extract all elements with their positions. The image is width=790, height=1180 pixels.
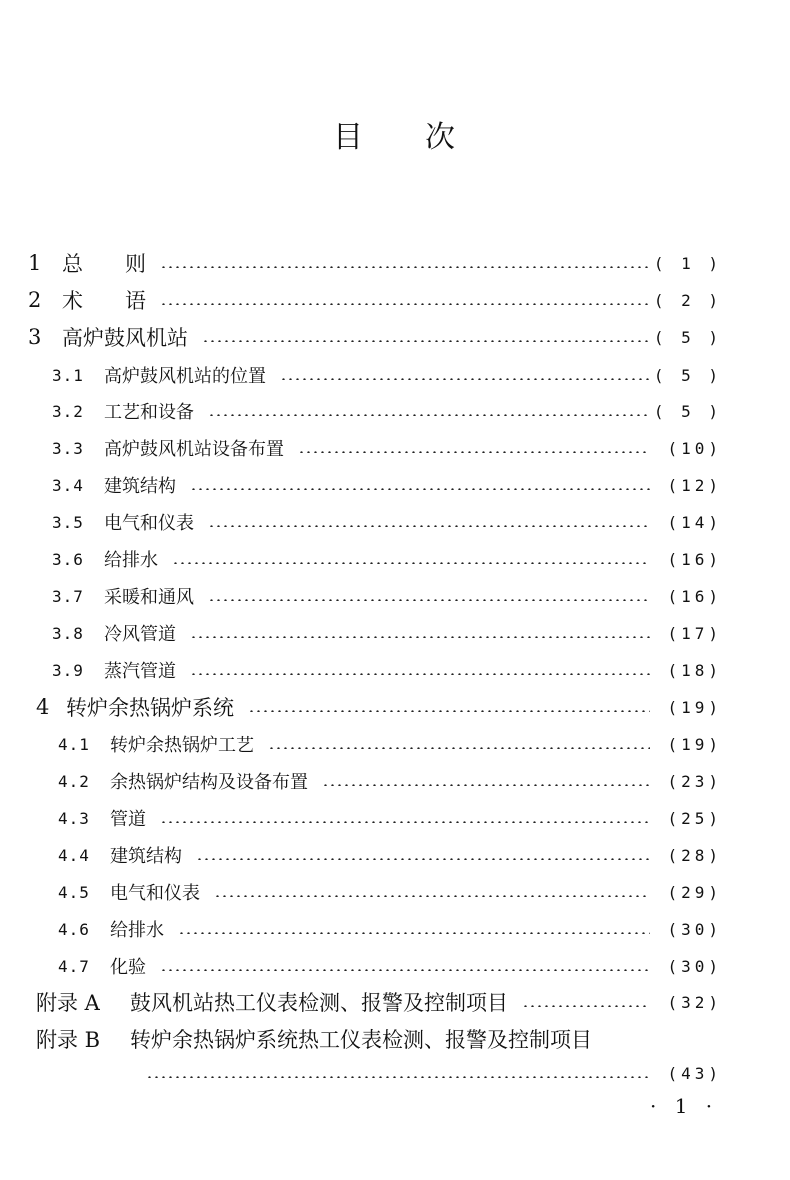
toc-entry-number: 4.7 <box>58 956 90 976</box>
toc-entry[interactable] <box>0 396 790 426</box>
toc-entry-page: ( 5 ) <box>653 365 722 385</box>
page-title <box>0 112 790 156</box>
toc-entry[interactable] <box>0 285 790 315</box>
toc-entry[interactable] <box>0 507 790 537</box>
toc-entry-title: 给排水 <box>110 920 164 941</box>
toc-entry-title: 余热锅炉结构及设备布置 <box>110 772 308 793</box>
toc-entry[interactable] <box>0 951 790 981</box>
dot-leader <box>202 340 650 342</box>
toc-entry-number: 4.2 <box>58 771 90 791</box>
toc-entry-title: 化验 <box>110 957 146 978</box>
toc-entry-page: (12) <box>667 475 722 495</box>
toc-entry-title: 电气和仪表 <box>104 513 194 534</box>
toc-entry-title: 术 语 <box>62 289 146 313</box>
toc-entry-title: 建筑结构 <box>110 846 182 867</box>
dot-leader <box>178 932 650 934</box>
toc-entry-number: 3.6 <box>52 549 84 569</box>
toc-entry-title: 转炉余热锅炉系统热工仪表检测、报警及控制项目 <box>130 1028 592 1052</box>
dot-leader <box>196 858 650 860</box>
dot-leader <box>190 488 650 490</box>
toc-entry-page: ( 5 ) <box>653 327 722 347</box>
toc-entry-page: ( 2 ) <box>653 290 722 310</box>
toc-entry-number: 3.3 <box>52 438 84 458</box>
toc-entry[interactable] <box>0 914 790 944</box>
dot-leader <box>146 1076 650 1078</box>
toc-entry[interactable] <box>0 803 790 833</box>
dot-leader <box>214 895 650 897</box>
toc-entry-title: 转炉余热锅炉工艺 <box>110 735 254 756</box>
toc-entry-page: (30) <box>667 956 722 976</box>
dot-leader <box>208 525 650 527</box>
toc-entry-number: 附录 B <box>36 1028 101 1052</box>
toc-entry-number: 3.8 <box>52 623 84 643</box>
toc-entry-page: ( 1 ) <box>653 253 722 273</box>
toc-entry-page: (25) <box>667 808 722 828</box>
toc-entry[interactable] <box>0 433 790 463</box>
toc-entry-title: 冷风管道 <box>104 624 176 645</box>
toc-entry[interactable] <box>0 1058 790 1088</box>
toc-entry-page: (14) <box>667 512 722 532</box>
toc-entry[interactable] <box>0 618 790 648</box>
toc-entry-number: 3.4 <box>52 475 84 495</box>
toc-entry-number: 4.3 <box>58 808 90 828</box>
toc-entry-page: ( 5 ) <box>653 401 722 421</box>
toc-entry-number: 4.5 <box>58 882 90 902</box>
toc-entry-number: 1 <box>28 251 42 275</box>
toc-entry[interactable] <box>0 840 790 870</box>
toc-entry[interactable] <box>0 1024 790 1054</box>
toc-entry[interactable] <box>0 766 790 796</box>
toc-entry[interactable] <box>0 655 790 685</box>
toc-entry-number: 3.7 <box>52 586 84 606</box>
toc-entry-number: 4 <box>36 695 50 719</box>
toc-entry-page: (23) <box>667 771 722 791</box>
toc-entry-page: (18) <box>667 660 722 680</box>
dot-leader <box>208 414 650 416</box>
toc-entry-number: 4.1 <box>58 734 90 754</box>
toc-entry-title: 高炉鼓风机站 <box>62 326 188 350</box>
dot-leader <box>160 969 650 971</box>
toc-entry-page: (29) <box>667 882 722 902</box>
dot-leader <box>160 821 650 823</box>
toc-entry[interactable] <box>0 470 790 500</box>
toc-entry[interactable] <box>0 692 790 722</box>
toc-entry-title: 总 则 <box>62 252 146 276</box>
dot-leader <box>298 451 650 453</box>
toc-entry-page: (32) <box>667 992 722 1012</box>
toc-entry-page: (19) <box>667 697 722 717</box>
toc-entry-title: 电气和仪表 <box>110 883 200 904</box>
dot-leader <box>160 266 650 268</box>
dot-leader <box>208 599 650 601</box>
toc-entry-number: 附录 A <box>36 991 100 1015</box>
toc-entry-title: 建筑结构 <box>104 476 176 497</box>
toc-entry-number: 3.5 <box>52 512 84 532</box>
toc-entry-title: 工艺和设备 <box>104 402 194 423</box>
title-char-2: 次 <box>425 120 457 155</box>
dot-leader <box>280 378 650 380</box>
dot-leader <box>172 562 650 564</box>
toc-entry[interactable] <box>0 877 790 907</box>
toc-entry-number: 3.1 <box>52 365 84 385</box>
toc-entry-number: 3.2 <box>52 401 84 421</box>
toc-entry-number: 3.9 <box>52 660 84 680</box>
toc-entry-page: (43) <box>667 1063 722 1083</box>
toc-entry-title: 蒸汽管道 <box>104 661 176 682</box>
toc-entry-title: 采暖和通风 <box>104 587 194 608</box>
dot-leader <box>248 710 650 712</box>
toc-entry-title: 高炉鼓风机站的位置 <box>104 366 266 387</box>
dot-leader <box>160 303 650 305</box>
dot-leader <box>190 636 650 638</box>
toc-entry[interactable] <box>0 987 790 1017</box>
dot-leader <box>522 1005 650 1007</box>
toc-entry-number: 4.6 <box>58 919 90 939</box>
toc-entry-title: 鼓风机站热工仪表检测、报警及控制项目 <box>130 991 508 1015</box>
toc-entry-title: 转炉余热锅炉系统 <box>66 696 234 720</box>
toc-entry-title: 高炉鼓风机站设备布置 <box>104 439 284 460</box>
toc-entry-title: 管道 <box>110 809 146 830</box>
toc-entry[interactable] <box>0 581 790 611</box>
toc-entry[interactable] <box>0 248 790 278</box>
toc-entry-page: (16) <box>667 549 722 569</box>
toc-entry-page: (17) <box>667 623 722 643</box>
toc-entry-page: (19) <box>667 734 722 754</box>
toc-entry-title: 给排水 <box>104 550 158 571</box>
toc-entry-number: 4.4 <box>58 845 90 865</box>
dot-leader <box>268 747 650 749</box>
toc-entry-page: (28) <box>667 845 722 865</box>
toc-entry-number: 2 <box>28 288 42 312</box>
toc-entry-page: (30) <box>667 919 722 939</box>
toc-entry[interactable] <box>0 360 790 390</box>
toc-entry[interactable] <box>0 322 790 352</box>
toc-entry-page: (16) <box>667 586 722 606</box>
toc-entry[interactable] <box>0 729 790 759</box>
toc-entry[interactable] <box>0 544 790 574</box>
dot-leader <box>322 784 650 786</box>
page-number: · 1 · <box>650 1094 719 1118</box>
dot-leader <box>190 673 650 675</box>
toc-entry-number: 3 <box>28 325 42 349</box>
toc-entry-page: (10) <box>667 438 722 458</box>
title-char-1: 目 <box>333 120 365 155</box>
